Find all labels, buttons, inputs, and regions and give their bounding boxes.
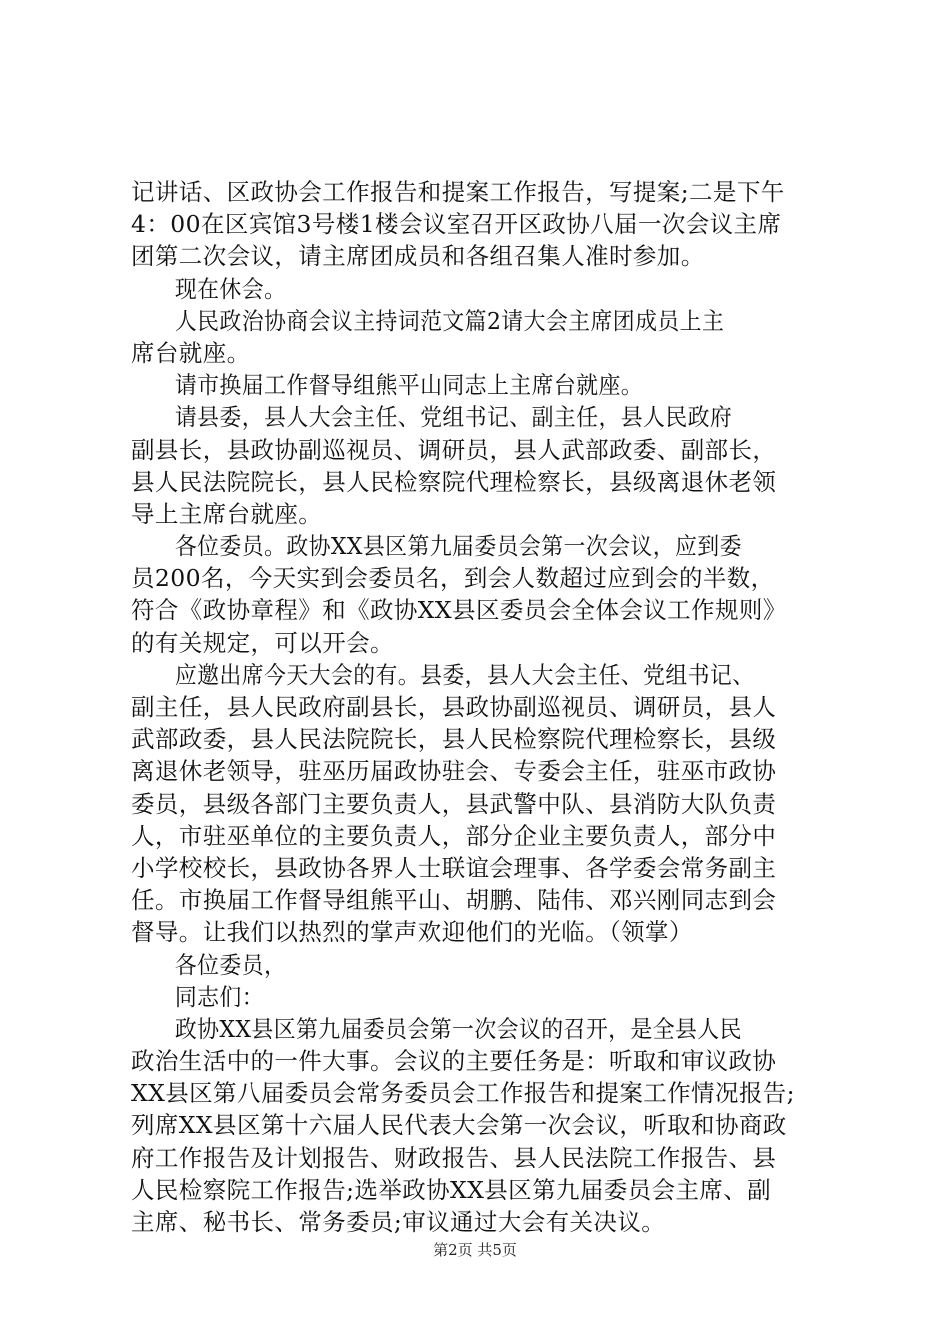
document-body (131, 176, 831, 1238)
text-line: 席台就座。 (131, 338, 251, 367)
text-line: 的有关规定，可以开会。 (131, 628, 394, 657)
text-line: 现在休会。 (174, 274, 287, 303)
text-line: 符合《政协章程》和《政协XX县区委员会全体会议工作规则》 (131, 596, 787, 625)
text-line: 列席XX县区第十六届人民代表大会第一次会议，听取和协商政 (131, 1111, 787, 1140)
text-line: 委员，县级各部门主要负责人，县武警中队、县消防大队负责 (131, 789, 777, 818)
text-line: 各位委员， (174, 950, 287, 979)
text-line: 主席、秘书长、常务委员;审议通过大会有关决议。 (131, 1208, 666, 1236)
text-line: 副县长，县政协副巡视员、调研员，县人武部政委、副部长， (131, 435, 777, 464)
text-line: 团第二次会议，请主席团成员和各组召集人准时参加。 (131, 242, 705, 271)
text-line: 请县委，县人大会主任、党组书记、副主任，县人民政府 (174, 403, 733, 432)
text-line: 应邀出席今天大会的有。县委，县人大会主任、党组书记、 (174, 660, 755, 689)
text-line: 记讲话、区政协会工作报告和提案工作报告，写提案;二是下午 (131, 178, 785, 206)
text-line: 督导。让我们以热烈的掌声欢迎他们的光临。（领掌） (131, 918, 693, 947)
text-line: XX县区第八届委员会常务委员会工作报告和提案工作情况报告; (131, 1079, 795, 1108)
text-line: 政协XX县区第九届委员会第一次会议的召开，是全县人民 (174, 1014, 742, 1043)
text-line: 人民政治协商会议主持词范文篇2请大会主席团成员上主 (174, 306, 725, 335)
page-footer: 第2页 共5页 (433, 1241, 517, 1259)
text-line: 同志们： (174, 982, 265, 1011)
text-line: 导上主席台就座。 (131, 499, 323, 528)
text-line: 政治生活中的一件大事。会议的主要任务是：听取和审议政协 (131, 1047, 777, 1076)
text-line: 副主任，县人民政府副县长，县政协副巡视员、调研员，县人 (131, 693, 777, 721)
text-line: 请市换届工作督导组熊平山同志上主席台就座。 (174, 371, 644, 400)
text-line: 人民检察院工作报告;选举政协XX县区第九届委员会主席、副 (131, 1175, 772, 1204)
text-line: 府工作报告及计划报告、财政报告、县人民法院工作报告、县 (131, 1143, 777, 1172)
text-line: 离退休老领导，驻巫历届政协驻会、专委会主任，驻巫市政协 (131, 757, 777, 786)
text-line: 人，市驻巫单位的主要负责人，部分企业主要负责人，部分中 (131, 821, 777, 850)
text-line: 任。市换届工作督导组熊平山、胡鹏、陆伟、邓兴刚同志到会 (131, 886, 777, 915)
text-line: 武部政委，县人民法院院长，县人民检察院代理检察长，县级 (131, 725, 777, 754)
text-line: 小学校校长，县政协各界人士联谊会理事、各学委会常务副主 (131, 853, 777, 882)
text-line: 县人民法院院长，县人民检察院代理检察长，县级离退休老领 (131, 467, 777, 496)
text-line: 各位委员。政协XX县区第九届委员会第一次会议，应到委 (174, 532, 742, 561)
text-line: 员200名，今天实到会委员名，到会人数超过应到会的半数， (131, 564, 775, 593)
text-line: 4：00在区宾馆3号楼1楼会议室召开区政协八届一次会议主席 (131, 210, 782, 239)
